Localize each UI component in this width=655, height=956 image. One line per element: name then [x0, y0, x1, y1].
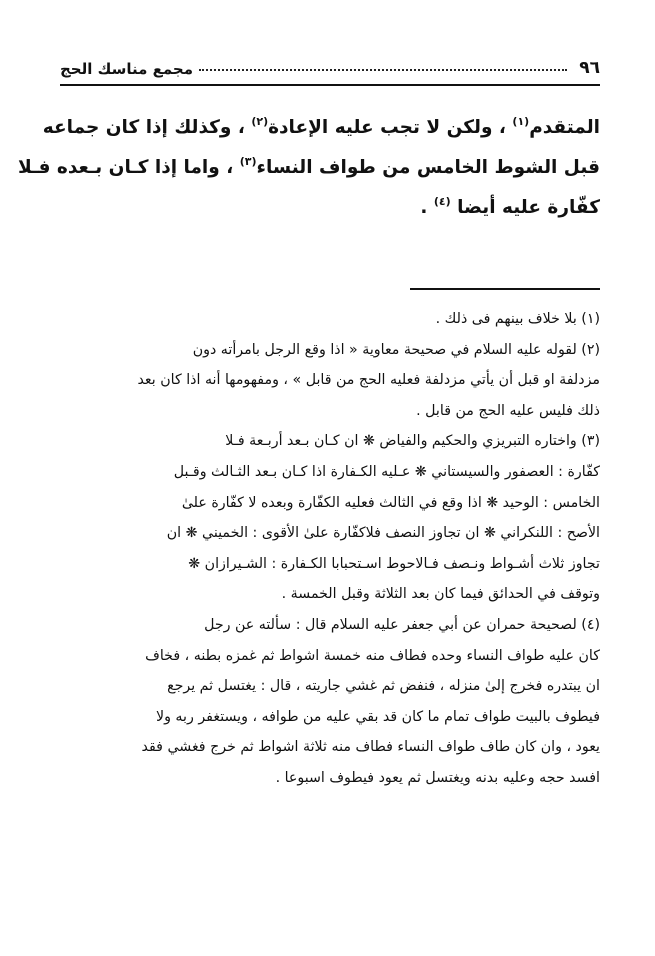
footnote-line: فيطوف بالبيت طواف تمام ما كان قد بقي عليه من طوافه ، ويستغفر ربه ولا: [155, 708, 600, 725]
running-title: مجمع مناسك الحج: [60, 60, 194, 78]
footnote-line: يعود ، وان كان طاف طواف النساء فطاف منه ثلاثة اشواط ثم خرج فغشي فقد: [141, 739, 600, 756]
footnote-line: الأصح : اللنكراني ❋ ان تجاوز النصف فلاكفّارة علىٰ الأقوى : الخميني ❋ ان: [166, 525, 600, 542]
footnote-line: الخامس : الوحيد ❋ اذا وقع في الثالث فعليه الكفّارة وبعده لا كفّارة علىٰ: [181, 494, 600, 511]
footnote-marker: (٤): [433, 195, 451, 208]
book-page: [17, 52, 600, 794]
footnote-line: ان يبتدره فخرج إلىٰ منزله ، فنفض ثم غشي جاريته ، قال : يغتسل ثم يرجع: [167, 678, 600, 695]
footnote-separator: [410, 288, 600, 290]
footnote-marker: (١): [512, 115, 530, 128]
main-text-line: كفّارة عليه أيضا $^{(٤)}$ .: [420, 195, 600, 218]
footnotes: [60, 304, 600, 794]
footnote-line: (٣) واختاره التبريزي والحكيم والفياض ❋ ان كـان بـعد أربـعة فـلا: [225, 433, 600, 450]
header-dot-leader: [199, 69, 567, 71]
footnote-marker: (٢): [251, 115, 269, 128]
header-rule: [60, 84, 600, 86]
footnote-line: كان عليه طواف النساء وحده فطاف منه خمسة اشواط ثم غمزه بطنه ، فخاف: [145, 647, 600, 664]
footnote-line: ذلك فليس عليه الحج من قابل .: [416, 402, 600, 419]
footnote-line: وتوقف في الحدائق فيما كان بعد الثلاثة وقبل الخمسة .: [281, 586, 600, 603]
footnote-line: (٢) لقوله عليه السلام في صحيحة معاوية « اذا وقع الرجل بامرأته دون: [192, 341, 600, 358]
main-text: [17, 108, 600, 228]
footnote-line: افسد حجه وعليه بدنه ويغتسل ثم يعود فيطوف اسبوعا .: [275, 769, 600, 786]
footnote-line: مزدلفة او قبل أن يأتي مزدلفة فعليه الحج من قابل » ، ومفهومها أنه اذا كان بعد: [137, 372, 600, 389]
footnote-line: (١) بلا خلاف بينهم فى ذلك .: [435, 311, 600, 327]
page-header: [60, 52, 600, 78]
footnote-marker: (٣): [239, 155, 257, 168]
main-text-line: المتقدم$^{(١)}$ ، ولكن لا تجب عليه الإعادة$^{(٢)}$ ، وكذلك إذا كان جماعه: [42, 115, 600, 138]
page-number: ٩٦: [579, 58, 600, 78]
footnote-line: (٤) لصحيحة حمران عن أبي جعفر عليه السلام قال : سألته عن رجل: [204, 616, 600, 633]
main-text-line: قبل الشوط الخامس من طواف النساء$^{(٣)}$ ، واما إذا كـان بـعده فـلا: [17, 155, 600, 178]
footnote-line: تجاوز ثلاث أشـواط ونـصف فـالاحوط اسـتحبابا الكـفارة : الشـيرازان ❋: [188, 555, 600, 572]
footnote-line: كفّارة : العصفور والسيستاني ❋ عـليه الكـفارة اذا كـان بـعد الثـالث وقـبل: [173, 463, 600, 480]
